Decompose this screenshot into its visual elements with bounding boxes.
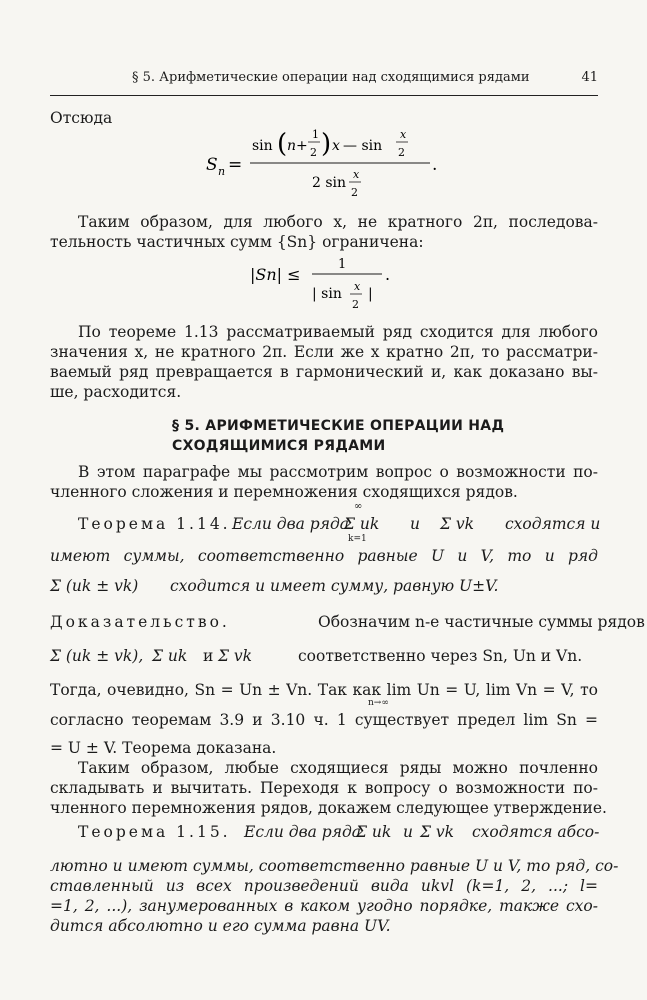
theorem114-sum3: Σ (uk ± vk) bbox=[50, 577, 139, 595]
theorem115-label: Теорема 1.15. bbox=[78, 823, 231, 841]
para2-line3: ваемый ряд превращается в гармонический и, как доказано вы- bbox=[50, 363, 598, 381]
formula-sn-num-x2: x bbox=[400, 128, 407, 141]
formula-bound-den-pipe: | bbox=[368, 286, 373, 302]
theorem114-sum1: Σ uk bbox=[344, 515, 380, 533]
formula-sn-num-2b: 2 bbox=[398, 146, 405, 159]
proof-text2: соответственно через Sn, Un и Vn. bbox=[298, 647, 583, 665]
theorem114-text2: сходятся и bbox=[505, 515, 601, 533]
formula-sn-lparen: ( bbox=[277, 129, 288, 159]
proof-label: Доказательство. bbox=[50, 613, 230, 631]
formula-bound-den-2: 2 bbox=[352, 298, 359, 311]
formula-bound-den: | sin bbox=[312, 286, 342, 302]
para4-line3: членного перемножения рядов, докажем следующее утверждение. bbox=[50, 799, 607, 817]
formula-sn-end: . bbox=[432, 155, 438, 175]
formula-sn-den-x: x bbox=[353, 168, 360, 181]
theorem114-conj: и bbox=[410, 515, 420, 533]
para4-line1: Таким образом, любые сходящиеся ряды можно почленно bbox=[78, 759, 598, 777]
page-number: 41 bbox=[581, 70, 598, 85]
proof-line5: = U ± V. Теорема доказана. bbox=[50, 739, 277, 757]
para3-line2: членного сложения и перемножения сходящихся рядов. bbox=[50, 483, 518, 501]
para4-line2: складывать и вычитать. Переходя к вопросу о возможности по- bbox=[50, 779, 598, 797]
para1-line2: тельность частичных сумм {Sn} ограничена: bbox=[50, 233, 424, 251]
para2-line4: ше, расходится. bbox=[50, 383, 182, 401]
proof-sum-a: Σ (uk ± vk), bbox=[50, 647, 144, 665]
formula-sn-den: 2 sin bbox=[312, 175, 347, 191]
formula-bound-lhs: |Sn| ≤ bbox=[250, 265, 301, 284]
theorem115-line2: лютно и имеют суммы, соответственно равные U и V, то ряд, со- bbox=[50, 857, 619, 875]
theorem114-line3: сходится и имеет сумму, равную U±V. bbox=[170, 577, 499, 595]
theorem114-line2: имеют суммы, соответственно равные U и V, то и ряд bbox=[50, 547, 598, 565]
formula-bound-end: . bbox=[385, 265, 391, 284]
theorem115-line3: ставленный из всех произведений вида ukvl (k=1, 2, ...; l= bbox=[50, 877, 598, 895]
para1-line1: Таким образом, для любого x, не кратного 2π, последова- bbox=[78, 213, 598, 231]
theorem115-sum2: Σ vk bbox=[420, 823, 455, 841]
theorem115-text2: сходятся абсо- bbox=[472, 823, 600, 841]
theorem115-line5: дится абсолютно и его сумма равна UV. bbox=[50, 917, 391, 935]
running-header bbox=[50, 70, 598, 88]
formula-sn-lhs: S bbox=[206, 155, 218, 175]
formula-sn-num-2: 2 bbox=[310, 146, 317, 159]
header-title: § 5. Арифметические операции над сходящимися рядами bbox=[132, 70, 530, 85]
formula-bound-num: 1 bbox=[338, 257, 347, 272]
para2-line1: По теореме 1.13 рассматриваемый ряд сходится для любого bbox=[78, 323, 598, 341]
formula-sn-num-minus: — sin bbox=[343, 138, 383, 154]
theorem115-sum1: Σ uk bbox=[356, 823, 392, 841]
formula-sn-eq: = bbox=[228, 155, 243, 175]
theorem114-text1: Если два ряда bbox=[232, 515, 350, 533]
formula-sn-num-1: 1 bbox=[312, 128, 319, 141]
section-heading-line2: СХОДЯЩИМИСЯ РЯДАМИ bbox=[172, 438, 386, 454]
header-rule bbox=[50, 95, 598, 96]
lim-subscript: n→∞ bbox=[368, 698, 389, 708]
sum-limit-lower: k=1 bbox=[348, 534, 367, 544]
formula-sn-den-2: 2 bbox=[351, 186, 358, 199]
proof-line4: согласно теоремам 3.9 и 3.10 ч. 1 существует предел lim Sn = bbox=[50, 711, 598, 729]
formula-sn-rparen: ) bbox=[321, 129, 332, 159]
theorem114-sum2: Σ vk bbox=[440, 515, 475, 533]
formula-sn-num-x: x bbox=[332, 138, 340, 154]
theorem115-text1: Если два ряда bbox=[244, 823, 362, 841]
formula-bound-den-x: x bbox=[354, 280, 361, 293]
intro-word: Отсюда bbox=[50, 109, 113, 127]
section-heading-line1: § 5. АРИФМЕТИЧЕСКИЕ ОПЕРАЦИИ НАД bbox=[172, 418, 505, 434]
proof-line3: Тогда, очевидно, Sn = Un ± Vn. Так как lim Un = U, lim Vn = V, то bbox=[50, 681, 598, 699]
para3-line1: В этом параграфе мы рассмотрим вопрос о возможности по- bbox=[78, 463, 598, 481]
proof-text1: Обозначим n-е частичные суммы рядов bbox=[318, 613, 645, 631]
formula-sn-num-n: n+ bbox=[287, 138, 308, 154]
proof-sum-b: Σ uk bbox=[152, 647, 188, 665]
formula-bound bbox=[250, 250, 410, 318]
para2-line2: значения x, не кратного 2π. Если же x кратно 2π, то рассматри- bbox=[50, 343, 598, 361]
formula-sn-lhs-sub: n bbox=[218, 165, 226, 178]
formula-sn-num-sin: sin bbox=[252, 138, 273, 154]
sum-limit-upper: ∞ bbox=[354, 501, 363, 512]
theorem115-line4: =1, 2, ...), занумерованных в каком угодно порядке, также схо- bbox=[50, 897, 598, 915]
proof-sum-c: Σ vk bbox=[218, 647, 253, 665]
proof-conj: и bbox=[203, 647, 214, 665]
formula-sn bbox=[200, 118, 460, 206]
theorem114-label: Теорема 1.14. bbox=[78, 515, 231, 533]
theorem115-conj: и bbox=[403, 823, 413, 841]
